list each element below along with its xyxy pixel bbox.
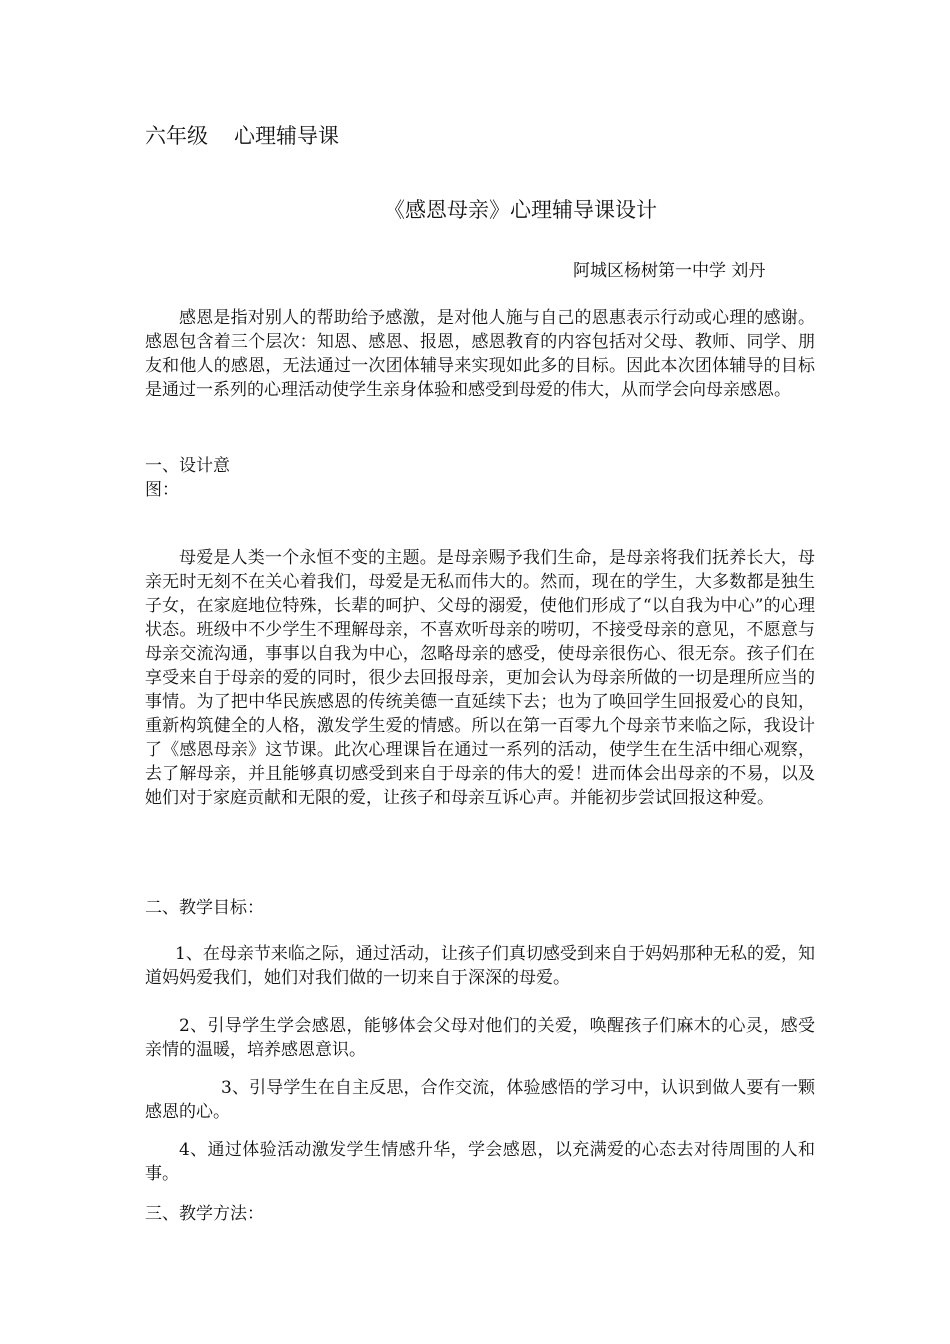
intro-paragraph: 感恩是指对别人的帮助给予感激，是对他人施与自己的恩惠表示行动或心理的感谢。感恩包含着三个层次：知恩、感恩、报恩，感恩教育的内容包括对父母、教师、同学、朋友和他人的感恩，无法通过一次团体辅导来实现如此多的目标。因此本次团体辅导的目标是通过一系列的心理活动使学生亲身体验和感受到母爱的伟大，从而学会向母亲感恩。 (145, 308, 815, 400)
goal-item: 2、引导学生学会感恩，能够体会父母对他们的关爱，唤醒孩子们麻木的心灵，感受亲情的温暖，培养感恩意识。 (145, 1016, 815, 1060)
section-heading-teaching-goals: 二、教学目标： (145, 898, 264, 918)
document-title: 《感恩母亲》心理辅导课设计 (384, 198, 657, 222)
goal-item: 3、引导学生在自主反思，合作交流，体验感悟的学习中，认识到做人要有一颗感恩的心。 (145, 1078, 815, 1122)
grade-label: 六年级 (145, 124, 208, 148)
section-heading-design-intent: 一、设计意图： (145, 456, 230, 500)
grade-course-header (145, 122, 339, 150)
goal-item: 4、通过体验活动激发学生情感升华，学会感恩，以充满爱的心态去对待周围的人和事。 (145, 1140, 815, 1184)
author-line: 阿城区杨树第一中学 刘丹 (573, 261, 766, 281)
section-heading-teaching-methods: 三、教学方法： (145, 1204, 264, 1224)
design-intent-paragraph: 母爱是人类一个永恒不变的主题。是母亲赐予我们生命，是母亲将我们抚养长大，母亲无时无刻不在关心着我们，母爱是无私而伟大的。然而，现在的学生，大多数都是独生子女，在家庭地位特殊，长辈的呵护、父母的溺爱，使他们形成了“以自我为中心”的心理状态。班级中不少学生不理解母亲，不喜欢听母亲的唠叨，不接受母亲的意见，不愿意与母亲交流沟通，事事以自我为中心，忽略母亲的感受，使母亲很伤心、很无奈。孩子们在享受来自于母亲的爱的同时，很少去回报母亲，更加会认为母亲所做的一切是理所应当的事情。为了把中华民族感恩的传统美德一直延续下去；也为了唤回学生回报爱心的良知，重新构筑健全的人格，激发学生爱的情感。所以在第一百零九个母亲节来临之际，我设计了《感恩母亲》这节课。此次心理课旨在通过一系列的活动，使学生在生活中细心观察，去了解母亲，并且能够真切感受到来自于母亲的伟大的爱！进而体会出母亲的不易，以及她们对于家庭贡献和无限的爱，让孩子和母亲互诉心声。并能初步尝试回报这种爱。 (145, 548, 815, 808)
goal-item: 1、在母亲节来临之际，通过活动，让孩子们真切感受到来自于妈妈那种无私的爱，知道妈妈爱我们，她们对我们做的一切来自于深深的母爱。 (145, 944, 815, 988)
course-label: 心理辅导课 (234, 124, 339, 148)
